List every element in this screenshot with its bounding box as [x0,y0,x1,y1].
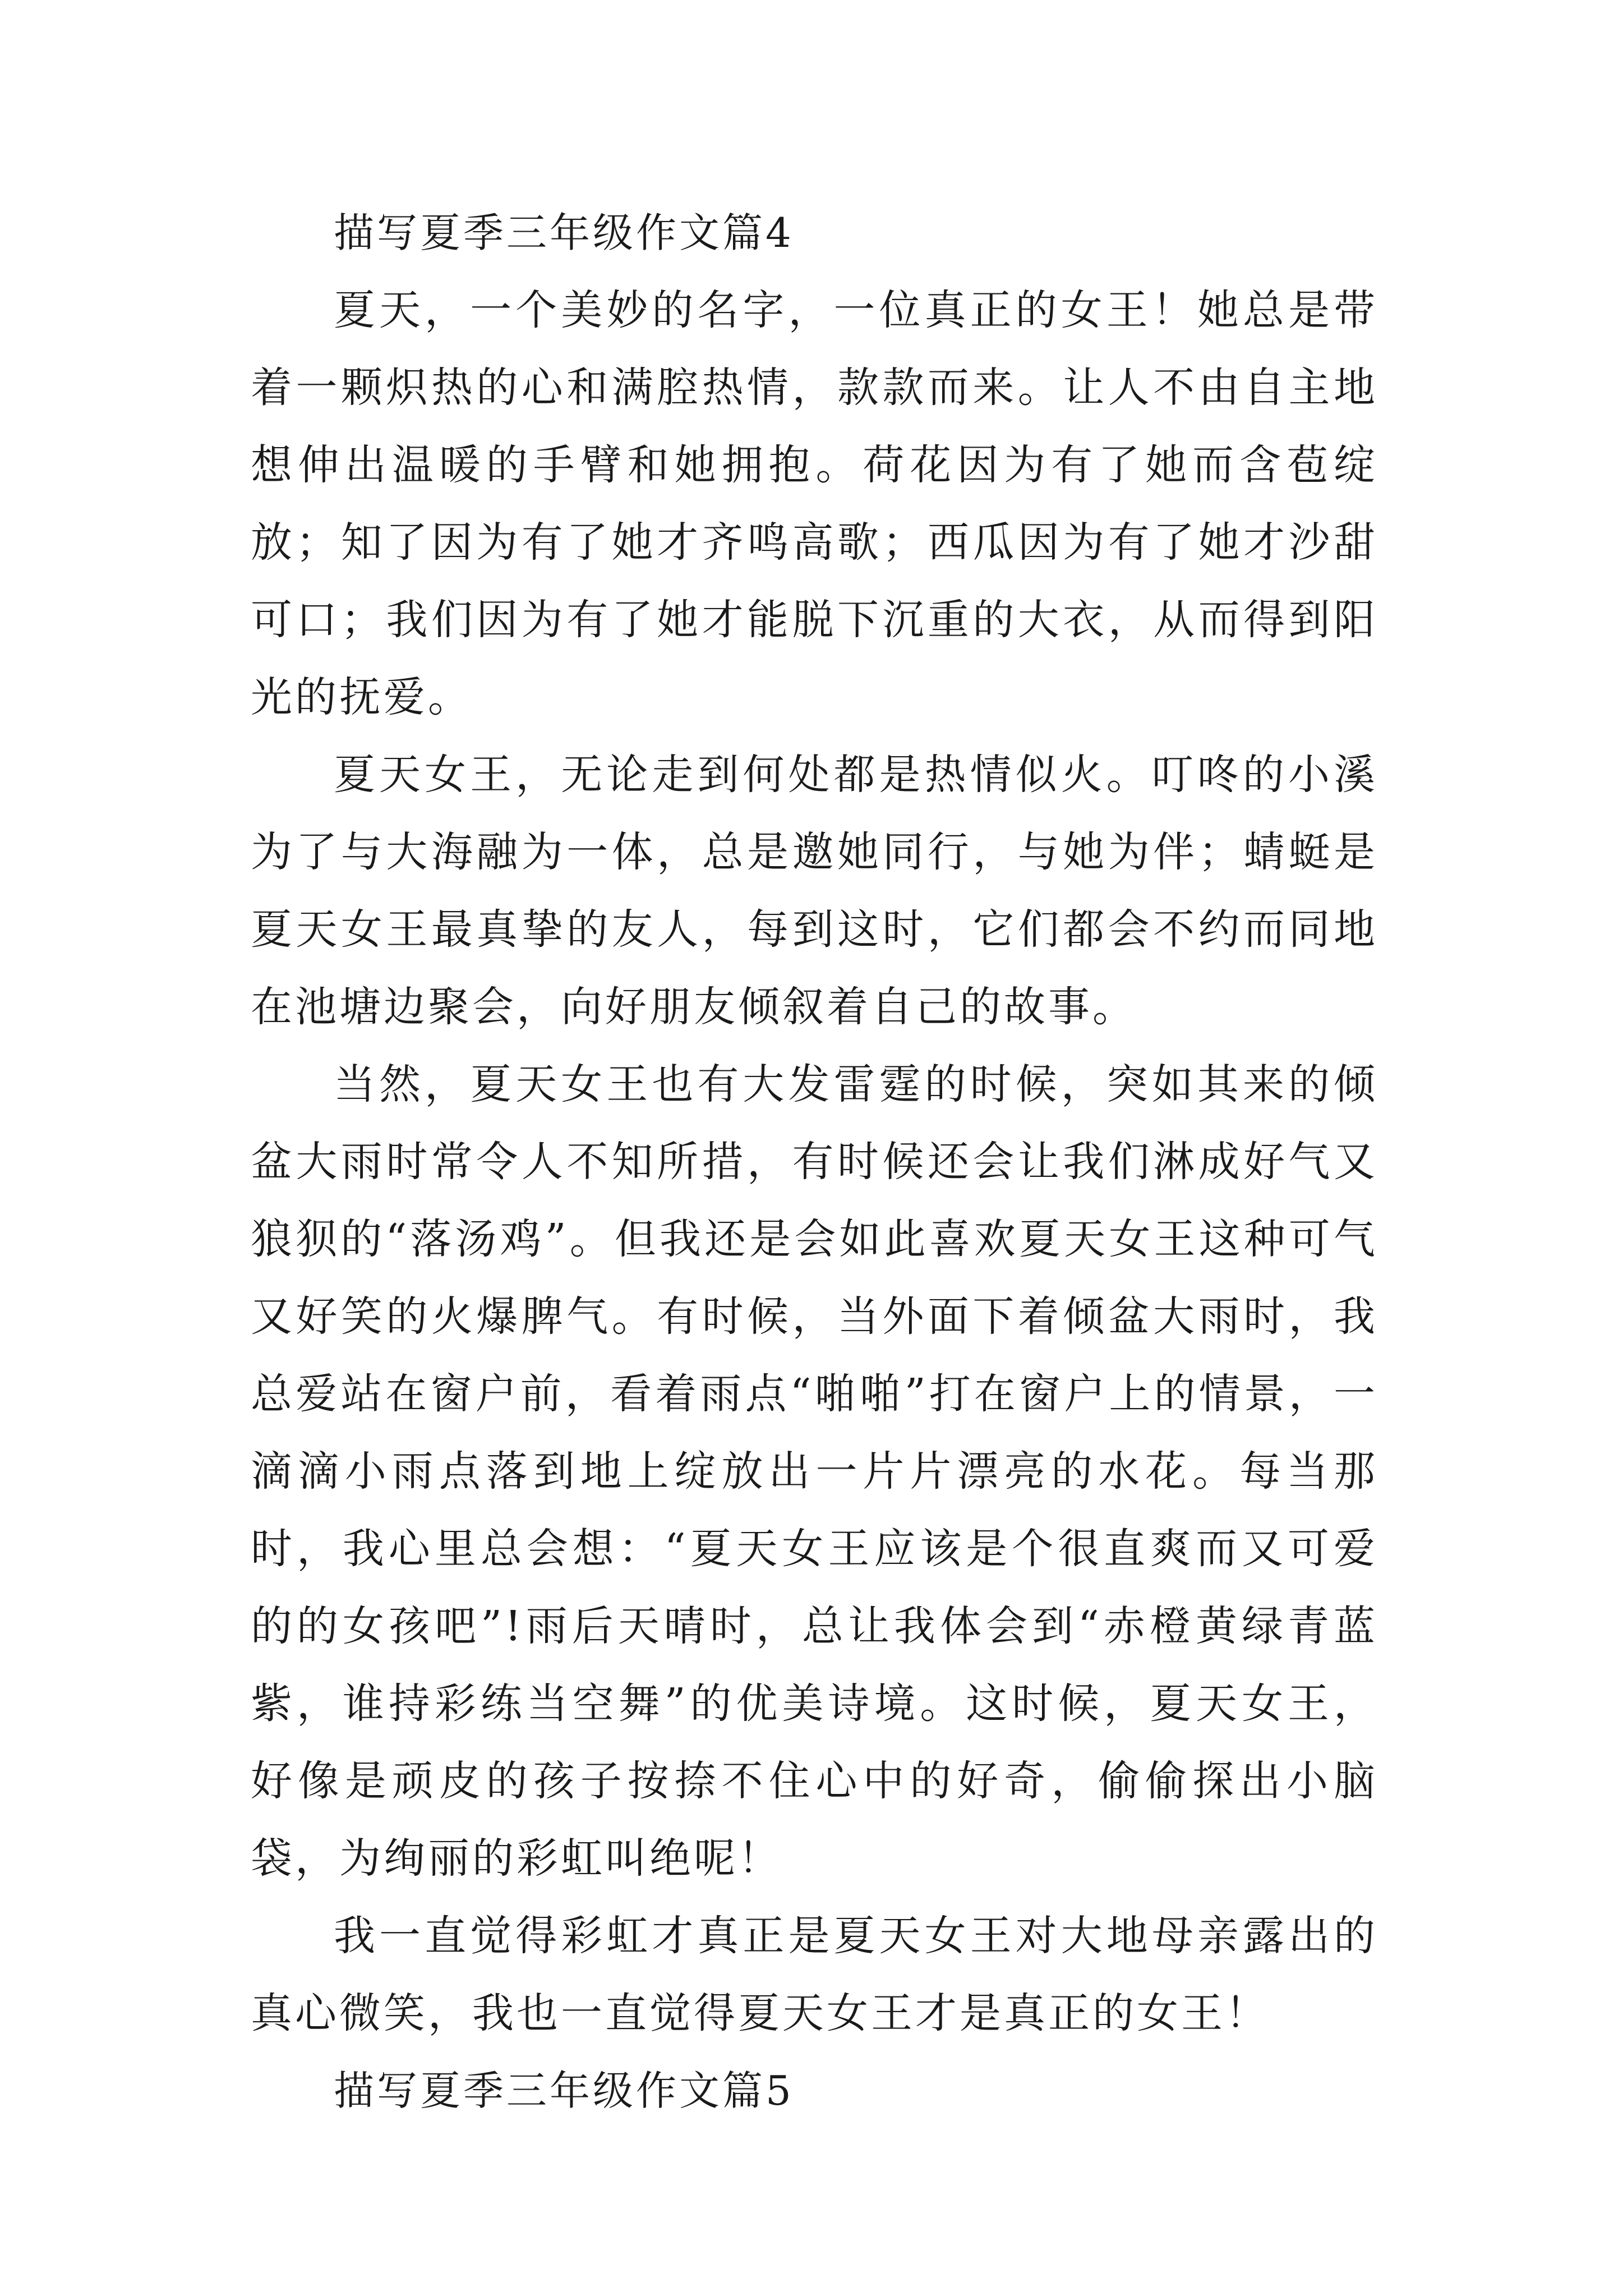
document-body [251,194,1378,2129]
paragraph-3: 当然，夏天女王也有大发雷霆的时候，突如其来的倾盆大雨时常令人不知所措，有时候还会让我们淋成好气又狼狈的“落汤鸡”。但我还是会如此喜欢夏天女王这种可气又好笑的火爆脾气。有时候，当外面下着倾盆大雨时，我总爱站在窗户前，看着雨点“啪啪”打在窗户上的情景，一滴滴小雨点落到地上绽放出一片片漂亮的水花。每当那时，我心里总会想：“夏天女王应该是个很直爽而又可爱的的女孩吧”!雨后天晴时，总让我体会到“赤橙黄绿青蓝紫，谁持彩练当空舞”的优美诗境。这时候，夏天女王，好像是顽皮的孩子按捺不住心中的好奇，偷偷探出小脑袋，为绚丽的彩虹叫绝呢！ [251,1060,1378,1883]
paragraph-4: 我一直觉得彩虹才真正是夏天女王对大地母亲露出的真心微笑，我也一直觉得夏天女王才是真正的女王！ [251,1912,1378,2037]
paragraph-2: 夏天女王，无论走到何处都是热情似火。叮咚的小溪为了与大海融为一体，总是邀她同行，与她为伴；蜻蜓是夏天女王最真挚的友人，每到这时，它们都会不约而同地在池塘边聚会，向好朋友倾叙着自己的故事。 [251,751,1378,1031]
essay-heading-4: 描写夏季三年级作文篇4 [334,209,794,256]
essay-heading-5: 描写夏季三年级作文篇5 [334,2067,794,2114]
paragraph-1: 夏天，一个美妙的名字，一位真正的女王！她总是带着一颗炽热的心和满腔热情，款款而来。让人不由自主地想伸出温暖的手臂和她拥抱。荷花因为有了她而含苞绽放；知了因为有了她才齐鸣高歌；西瓜因为有了她才沙甜可口；我们因为有了她才能脱下沉重的大衣，从而得到阳光的抚爱。 [251,286,1378,721]
